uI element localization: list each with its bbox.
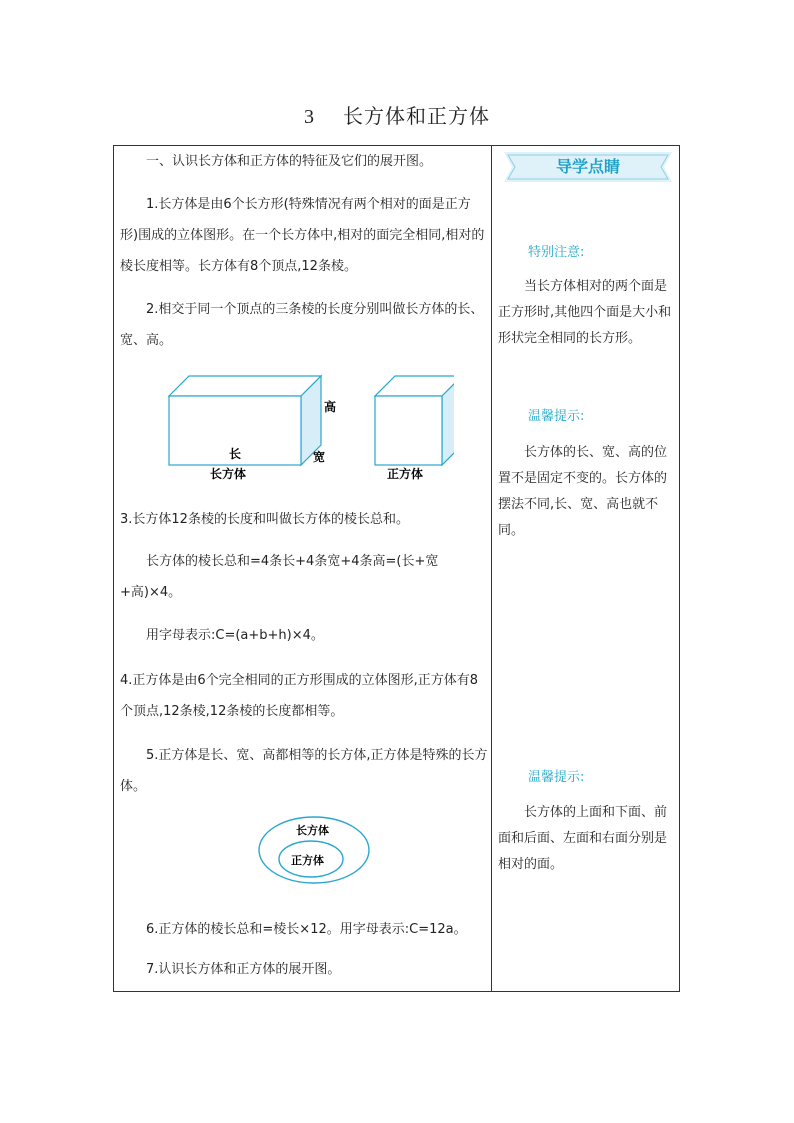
paragraph-1: 1.长方体是由6个长方形(特殊情况有两个相对的面是正方形)围成的立体图形。在一个长方体中,相对的面完全相同,相对的棱长度相等。长方体有8个顶点,12条棱。 xyxy=(120,197,485,274)
paragraph-7: 7.认识长方体和正方体的展开图。 xyxy=(146,962,341,977)
venn-outer-label: 长方体 xyxy=(296,824,329,837)
note-2-text: 长方体的长、宽、高的位置不是固定不变的。长方体的摆法不同,长、宽、高也就不同。 xyxy=(498,445,668,538)
cube-shape xyxy=(375,376,454,465)
content-table xyxy=(113,145,680,992)
section-number: 3 xyxy=(304,106,315,128)
note-3-title: 温馨提示: xyxy=(528,770,585,785)
banner-title: 导学点睛 xyxy=(555,157,620,176)
cuboid-shape xyxy=(169,376,321,465)
cube-caption: 正方体 xyxy=(387,467,424,481)
cuboid-cube-figure xyxy=(154,371,454,486)
guide-banner xyxy=(504,152,672,182)
note-3-text: 长方体的上面和下面、前面和后面、左面和右面分别是相对的面。 xyxy=(498,805,668,872)
length-label: 长 xyxy=(229,447,242,461)
cuboid-caption: 长方体 xyxy=(210,467,247,481)
paragraph-3-formula: 长方体的棱长总和=4条长+4条宽+4条高=(长+宽+高)×4。 xyxy=(120,554,439,600)
paragraph-4: 4.正方体是由6个完全相同的正方形围成的立体图形,正方体有8个顶点,12条棱,12条棱的长度都相等。 xyxy=(120,673,479,719)
paragraph-6: 6.正方体的棱长总和=棱长×12。用字母表示:C=12a。 xyxy=(146,922,467,937)
width-label: 宽 xyxy=(313,450,326,464)
note-1-title: 特别注意: xyxy=(528,245,585,260)
main-column xyxy=(114,146,491,991)
note-1-text: 当长方体相对的两个面是正方形时,其他四个面是大小和形状完全相同的长方形。 xyxy=(498,279,672,346)
paragraph-3-letters: 用字母表示:C=(a+b+h)×4。 xyxy=(146,628,324,643)
page-title xyxy=(0,100,794,129)
guide-column xyxy=(492,146,679,991)
paragraph-3: 3.长方体12条棱的长度和叫做长方体的棱长总和。 xyxy=(120,512,409,527)
title-text: 长方体和正方体 xyxy=(343,104,490,128)
paragraph-2: 2.相交于同一个顶点的三条棱的长度分别叫做长方体的长、宽、高。 xyxy=(120,302,484,348)
venn-inner-label: 正方体 xyxy=(291,854,324,867)
venn-diagram xyxy=(254,814,374,894)
note-2-title: 温馨提示: xyxy=(528,409,585,424)
height-label: 高 xyxy=(324,400,337,414)
paragraph-5: 5.正方体是长、宽、高都相等的长方体,正方体是特殊的长方体。 xyxy=(120,748,488,794)
section-heading: 一、认识长方体和正方体的特征及它们的展开图。 xyxy=(146,154,433,169)
